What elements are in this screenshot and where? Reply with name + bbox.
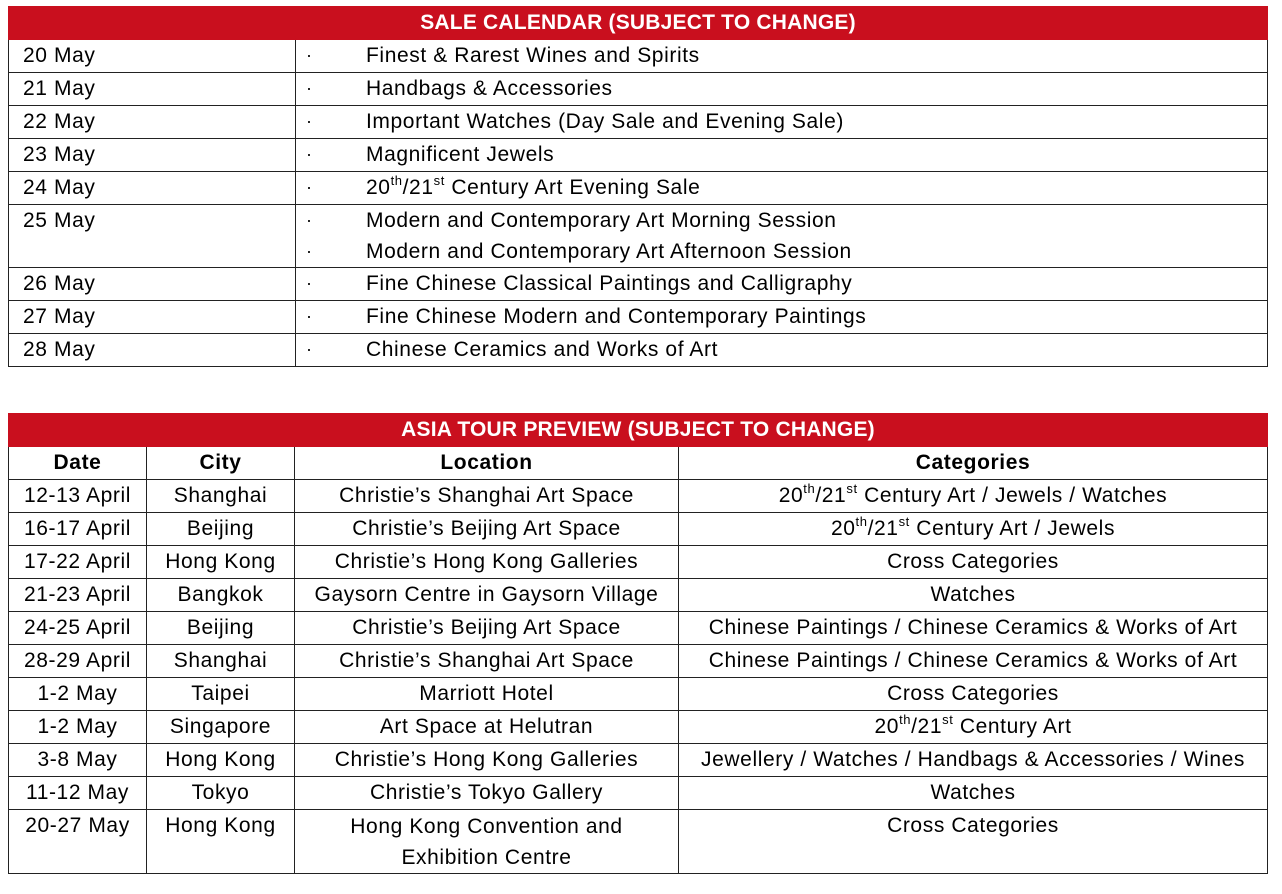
tour-categories-cell: Jewellery / Watches / Handbags & Accessories / Wines (679, 744, 1268, 777)
tour-city-cell: Hong Kong (147, 810, 295, 874)
tour-column-headers (9, 447, 1268, 480)
sale-item (306, 73, 1267, 104)
sale-date: 22 May (9, 106, 296, 139)
tour-date-cell: 16-17 April (9, 513, 147, 546)
tour-preview-title: ASIA TOUR PREVIEW (SUBJECT TO CHANGE) (9, 414, 1268, 447)
sale-row (9, 139, 1268, 172)
bullet-icon: · (306, 111, 313, 131)
sale-item-label: Fine Chinese Classical Paintings and Calligraphy (366, 272, 853, 295)
sale-item-label: Important Watches (Day Sale and Evening Sale) (366, 110, 844, 133)
sale-items (296, 334, 1268, 367)
tour-date-cell: 17-22 April (9, 546, 147, 579)
tour-city-cell: Beijing (147, 612, 295, 645)
sale-item (306, 334, 1267, 365)
sale-date: 20 May (9, 40, 296, 73)
bullet-icon: · (306, 78, 313, 98)
tour-row (9, 513, 1268, 546)
tour-date-cell: 1-2 May (9, 711, 147, 744)
tour-location-cell: Christie’s Shanghai Art Space (295, 480, 679, 513)
sale-row (9, 172, 1268, 205)
tour-categories-cell: Cross Categories (679, 546, 1268, 579)
tour-location-cell: Christie’s Hong Kong Galleries (295, 744, 679, 777)
sale-items (296, 40, 1268, 73)
tour-preview-table-wrapper (8, 413, 1268, 874)
sale-item-label: Chinese Ceramics and Works of Art (366, 338, 719, 361)
tour-categories-cell: Watches (679, 777, 1268, 810)
tour-categories-cell: Cross Categories (679, 810, 1268, 874)
sale-item-label: Modern and Contemporary Art Afternoon Session (366, 240, 852, 263)
tour-date-cell: 11-12 May (9, 777, 147, 810)
sale-item-label: Finest & Rarest Wines and Spirits (366, 44, 700, 67)
tour-categories-cell: Chinese Paintings / Chinese Ceramics & Works of Art (679, 612, 1268, 645)
sale-item (306, 205, 1267, 236)
tour-preview-header-row (9, 414, 1268, 447)
tour-city-cell: Bangkok (147, 579, 295, 612)
tour-categories-cell: 20th/21st Century Art (679, 711, 1268, 744)
bullet-icon: · (306, 144, 313, 164)
sale-calendar-table (8, 6, 1268, 367)
sale-row (9, 268, 1268, 301)
tour-row (9, 711, 1268, 744)
tour-row (9, 777, 1268, 810)
tour-location-cell: Christie’s Hong Kong Galleries (295, 546, 679, 579)
bullet-icon: · (306, 210, 313, 230)
tour-row (9, 645, 1268, 678)
sale-date: 28 May (9, 334, 296, 367)
bullet-icon: · (306, 241, 313, 261)
tour-location-cell: Christie’s Beijing Art Space (295, 513, 679, 546)
tour-date-cell: 1-2 May (9, 678, 147, 711)
tour-row (9, 744, 1268, 777)
tour-row (9, 810, 1268, 874)
tour-location-cell: Marriott Hotel (295, 678, 679, 711)
sale-item-label: 20th/21st Century Art Evening Sale (366, 173, 701, 199)
sale-item-label: Handbags & Accessories (366, 77, 613, 100)
tour-location-cell: Gaysorn Centre in Gaysorn Village (295, 579, 679, 612)
tour-date-cell: 28-29 April (9, 645, 147, 678)
tour-city-cell: Hong Kong (147, 546, 295, 579)
sale-row (9, 106, 1268, 139)
sale-row (9, 40, 1268, 73)
tour-preview-table (8, 413, 1268, 874)
sale-items (296, 301, 1268, 334)
sale-items (296, 172, 1268, 205)
bullet-icon: · (306, 45, 313, 65)
sale-item (306, 236, 1267, 267)
sale-calendar-title: SALE CALENDAR (SUBJECT TO CHANGE) (9, 7, 1268, 40)
tour-row (9, 678, 1268, 711)
tour-location-cell: Christie’s Tokyo Gallery (295, 777, 679, 810)
sale-item-label: Magnificent Jewels (366, 143, 555, 166)
sale-date: 26 May (9, 268, 296, 301)
tour-city-cell: Tokyo (147, 777, 295, 810)
sale-calendar-header-row (9, 7, 1268, 40)
tour-date-cell: 3-8 May (9, 744, 147, 777)
tour-city-cell: Shanghai (147, 480, 295, 513)
sale-calendar-table-wrapper (8, 6, 1268, 367)
sale-items (296, 106, 1268, 139)
tour-date-cell: 20-27 May (9, 810, 147, 874)
sale-row (9, 334, 1268, 367)
tour-location-cell: Christie’s Shanghai Art Space (295, 645, 679, 678)
tour-categories-cell: 20th/21st Century Art / Jewels / Watches (679, 480, 1268, 513)
tour-city-cell: Beijing (147, 513, 295, 546)
sale-item-label: Modern and Contemporary Art Morning Session (366, 209, 837, 232)
sale-date: 21 May (9, 73, 296, 106)
tour-date-cell: 12-13 April (9, 480, 147, 513)
tour-date-cell: 21-23 April (9, 579, 147, 612)
tour-location-cell: Art Space at Helutran (295, 711, 679, 744)
sale-date: 23 May (9, 139, 296, 172)
tour-row (9, 546, 1268, 579)
tour-city-cell: Taipei (147, 678, 295, 711)
sale-item (306, 40, 1267, 71)
tour-row (9, 480, 1268, 513)
column-header-date: Date (9, 447, 147, 480)
sale-item (306, 106, 1267, 137)
sale-item (306, 268, 1267, 299)
column-header-city: City (147, 447, 295, 480)
tour-location-cell: Hong Kong Convention and Exhibition Centre (295, 810, 679, 874)
sale-item (306, 301, 1267, 332)
column-header-location: Location (295, 447, 679, 480)
tour-city-cell: Hong Kong (147, 744, 295, 777)
sale-row (9, 301, 1268, 334)
bullet-icon: · (306, 339, 313, 359)
bullet-icon: · (306, 273, 313, 293)
tour-city-cell: Singapore (147, 711, 295, 744)
tour-categories-cell: Chinese Paintings / Chinese Ceramics & Works of Art (679, 645, 1268, 678)
sale-date: 25 May (9, 205, 296, 268)
tour-categories-cell: Cross Categories (679, 678, 1268, 711)
tour-city-cell: Shanghai (147, 645, 295, 678)
tour-categories-cell: 20th/21st Century Art / Jewels (679, 513, 1268, 546)
sale-items (296, 205, 1268, 268)
tour-row (9, 612, 1268, 645)
sale-items (296, 73, 1268, 106)
sale-item (306, 172, 1267, 203)
sale-row (9, 205, 1268, 268)
sale-item-label: Fine Chinese Modern and Contemporary Paintings (366, 305, 867, 328)
tour-location-cell: Christie’s Beijing Art Space (295, 612, 679, 645)
sale-item (306, 139, 1267, 170)
sale-items (296, 268, 1268, 301)
tour-categories-cell: Watches (679, 579, 1268, 612)
bullet-icon: · (306, 306, 313, 326)
sale-date: 24 May (9, 172, 296, 205)
tour-row (9, 579, 1268, 612)
sale-row (9, 73, 1268, 106)
column-header-categories: Categories (679, 447, 1268, 480)
sale-items (296, 139, 1268, 172)
bullet-icon: · (306, 177, 313, 197)
tour-date-cell: 24-25 April (9, 612, 147, 645)
sale-date: 27 May (9, 301, 296, 334)
